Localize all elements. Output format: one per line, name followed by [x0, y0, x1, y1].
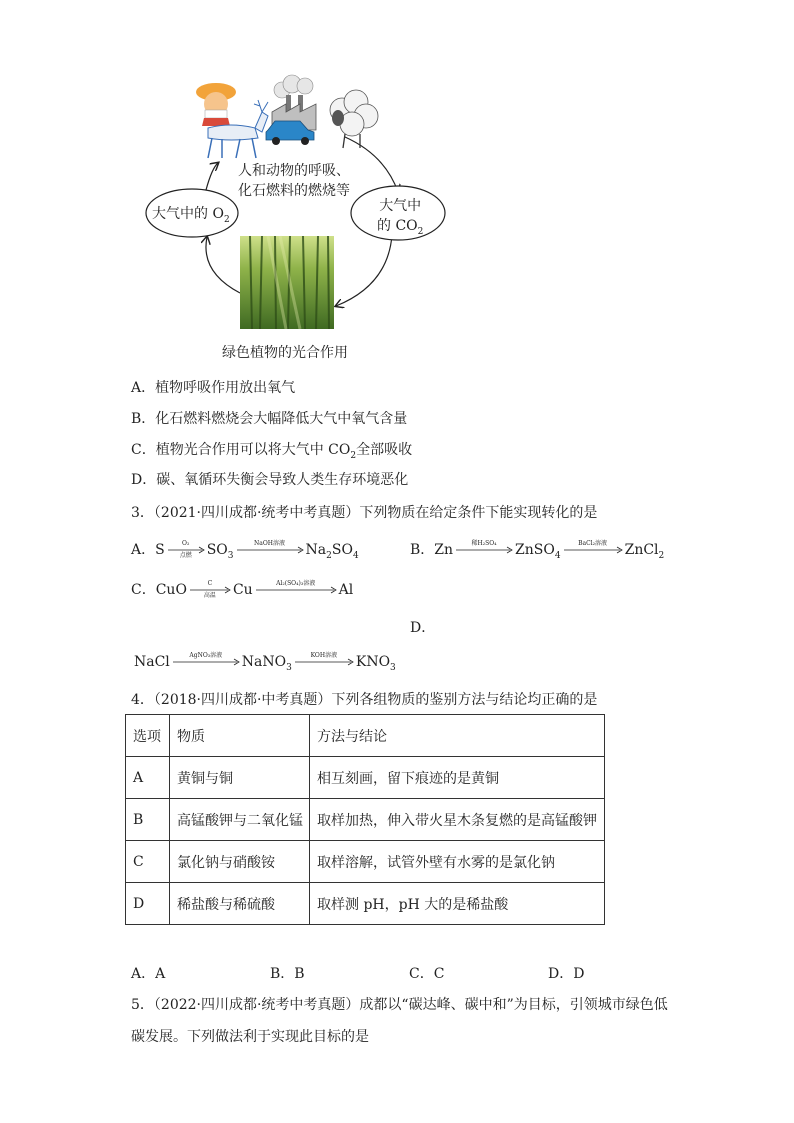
right-ellipse-line1: 大气中	[379, 198, 422, 214]
q3-b-znso4-sub: 4	[554, 550, 561, 561]
q3-c-label: C．	[131, 582, 156, 598]
right-ellipse-label	[377, 196, 423, 242]
right-ellipse-line2	[377, 216, 423, 242]
left-ellipse-sub: 2	[223, 214, 230, 225]
table-row	[126, 757, 605, 799]
q3-option-a	[131, 540, 359, 566]
q3-a-cond2: NaOH溶液	[254, 540, 286, 547]
diagram-bottom-label: 绿色植物的光合作用	[222, 345, 348, 361]
table-cell: B	[126, 799, 170, 841]
q4-option-c: C．C	[409, 966, 445, 982]
table-cell: 相互刻画，留下痕迹的是黄铜	[310, 757, 605, 799]
table-cell: C	[126, 841, 170, 883]
q2-option-c	[131, 440, 412, 466]
top-label-line2: 化石燃料的燃烧等	[238, 183, 350, 199]
q5-line1: 5．（2022·四川成都·统考中考真题）成都以“碳达峰、碳中和”为目标，引领城市绿色低	[131, 997, 668, 1013]
q3-b-arrow1	[455, 540, 513, 560]
person-deer-illustration	[196, 83, 268, 158]
q3-a-arrow2	[236, 540, 304, 560]
arrow-icon	[255, 580, 337, 600]
q2-option-d: D．碳、氧循环失衡会导致人类生存环境恶化	[131, 472, 409, 488]
table-row	[126, 841, 605, 883]
q3-b-arrow2	[563, 540, 623, 560]
q3-b-znso4: ZnSO	[515, 542, 555, 558]
q4-option-a: A．A	[131, 966, 166, 982]
q3-c-cu: Cu	[232, 582, 253, 598]
q3-d-arrow2	[294, 652, 354, 672]
arrow-bottom-left	[206, 237, 240, 293]
table-cell: 稀盐酸与稀硫酸	[170, 883, 310, 925]
q3-b-zncl2-sub: 2	[658, 550, 665, 561]
table-cell: 氯化钠与硝酸铵	[170, 841, 310, 883]
q3-b-label: B．	[410, 542, 435, 558]
table-header-cell: 物质	[170, 715, 310, 757]
q3-c-cond1-top: C	[207, 580, 213, 587]
q3-b-zn: Zn	[434, 542, 454, 558]
q3-a-so3: SO	[206, 542, 228, 558]
sheep-illustration	[330, 90, 378, 148]
q3-c-cuo: CuO	[155, 582, 187, 598]
q3-a-arrow1	[167, 540, 205, 560]
q4-option-d: D．D	[548, 966, 585, 982]
table-header-row	[126, 715, 605, 757]
table-cell: D	[126, 883, 170, 925]
table-row	[126, 799, 605, 841]
q2-option-c-tail: 全部吸收	[356, 442, 413, 458]
forest-photo	[240, 236, 334, 329]
table-header-cell: 方法与结论	[310, 715, 605, 757]
q3-a-s: S	[155, 542, 165, 558]
q4-stem: 4．（2018·四川成都·中考真题）下列各组物质的鉴别方法与结论均正确的是	[131, 692, 598, 708]
q3-a-label: A．	[131, 542, 156, 558]
q3-b-zncl2: ZnCl	[624, 542, 659, 558]
q3-option-c	[131, 580, 353, 600]
q3-d-kno3: KNO	[355, 654, 391, 670]
arrow-top-right	[345, 137, 398, 192]
q3-a-na2so4-sub1: 2	[326, 550, 332, 561]
top-label-line1: 人和动物的呼吸、	[238, 163, 350, 179]
q3-d-cond2: KOH溶液	[310, 652, 338, 659]
q3-a-so3-sub: 3	[227, 550, 234, 561]
q3-d-nacl: NaCl	[134, 654, 170, 670]
q3-stem: 3．（2021·四川成都·统考中考真题）下列物质在给定条件下能实现转化的是	[131, 505, 598, 521]
right-ellipse-sub: 2	[417, 226, 424, 237]
q3-a-na2so4-sub2: 4	[352, 550, 359, 561]
q4-table	[125, 714, 605, 925]
factory-car-illustration	[266, 75, 316, 145]
table-cell: 取样溶解，试管外壁有水雾的是氯化钠	[310, 841, 605, 883]
q3-d-cond1: AgNO₃溶液	[189, 652, 223, 659]
arrow-icon	[236, 540, 304, 560]
q3-option-b	[410, 540, 664, 566]
arrow-icon	[455, 540, 513, 560]
table-cell: 取样加热，伸入带火星木条复燃的是高锰酸钾	[310, 799, 605, 841]
q3-c-arrow2	[255, 580, 337, 600]
q2-option-b: B．化石燃料燃烧会大幅降低大气中氧气含量	[131, 411, 408, 427]
q3-a-na2so4-mid: SO	[331, 542, 353, 558]
q3-d-kno3-sub: 3	[390, 662, 396, 673]
arrow-icon	[294, 652, 354, 672]
left-ellipse-label	[152, 203, 230, 225]
q3-a-na2so4: Na	[305, 542, 327, 558]
q5-line2: 碳发展。下列做法利于实现此目标的是	[131, 1029, 369, 1045]
q3-c-arrow1	[189, 580, 231, 600]
table-row	[126, 883, 605, 925]
arrow-bottom-right	[336, 235, 392, 306]
q4-option-b: B．B	[270, 966, 305, 982]
table-cell: 取样测 pH，pH 大的是稀盐酸	[310, 883, 605, 925]
left-ellipse-text: 大气中的 O	[152, 206, 224, 222]
table-header-cell: 选项	[126, 715, 170, 757]
q3-d-arrow1	[172, 652, 240, 672]
table-cell: A	[126, 757, 170, 799]
arrow-icon	[563, 540, 623, 560]
diagram-top-label	[238, 161, 350, 201]
q3-d-label: D．	[410, 620, 436, 636]
table-cell: 黄铜与铜	[170, 757, 310, 799]
q3-option-d	[134, 652, 396, 678]
q3-d-nano3: NaNO	[241, 654, 287, 670]
right-ellipse-line2-text: 的 CO	[377, 218, 418, 234]
q3-b-cond2: BaCl₂溶液	[578, 540, 608, 547]
q3-c-al: Al	[338, 582, 354, 598]
q2-option-c-text: C．植物光合作用可以将大气中 CO	[131, 442, 351, 458]
cycle-diagram-svg	[0, 0, 794, 370]
q2-option-a: A．植物呼吸作用放出氧气	[131, 380, 296, 396]
q2-option-c-sub: 2	[350, 450, 357, 461]
q3-a-cond-top: O₂	[182, 540, 190, 547]
q3-d-nano3-sub: 3	[286, 662, 292, 673]
arrow-top-left	[206, 163, 218, 190]
q3-c-cond1-bot: 高温	[203, 592, 216, 599]
q3-a-cond-bot: 点燃	[179, 552, 192, 559]
arrow-icon	[172, 652, 240, 672]
q3-b-cond1: 稀H₂SO₄	[471, 540, 497, 547]
q3-c-cond2: Al₂(SO₄)₃溶液	[276, 580, 316, 587]
table-cell: 高锰酸钾与二氧化锰	[170, 799, 310, 841]
